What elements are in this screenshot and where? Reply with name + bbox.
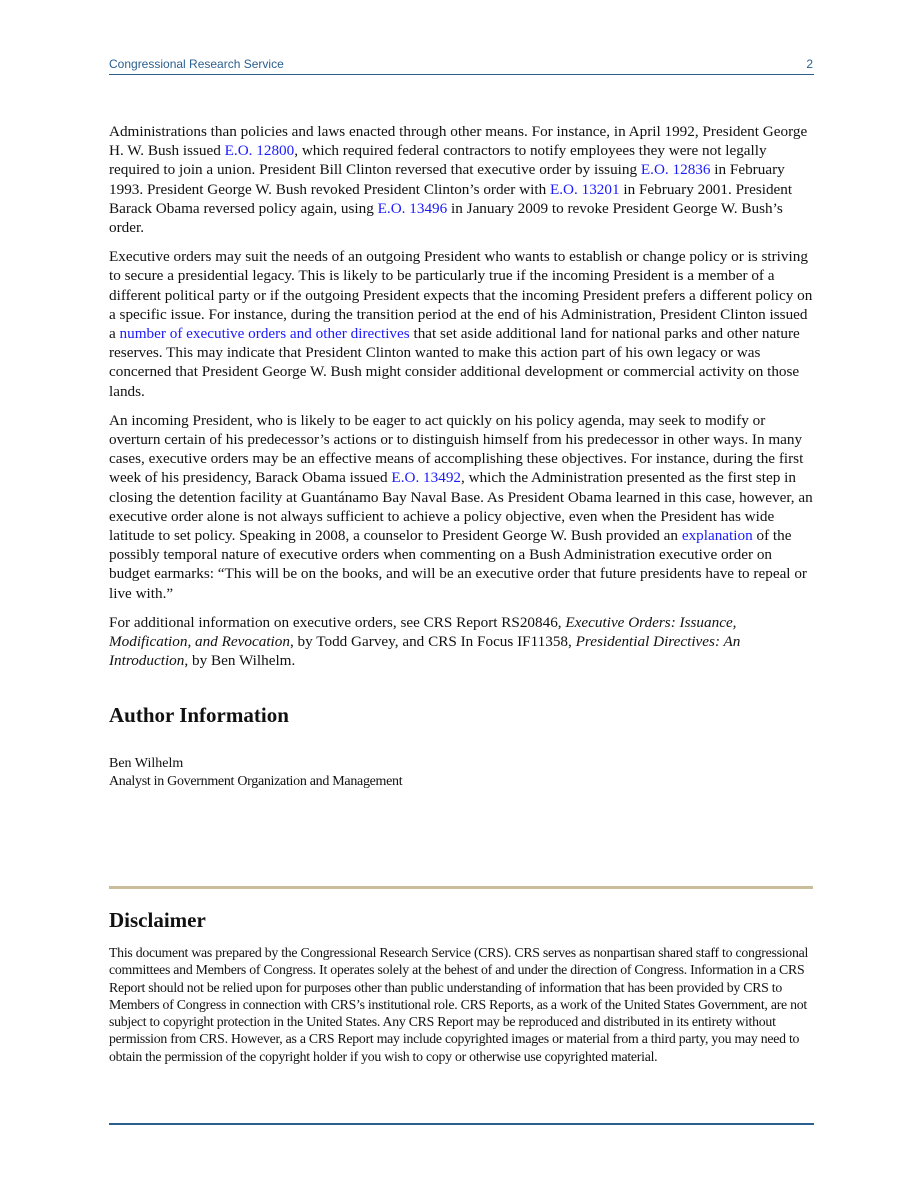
eo-13492-link[interactable]: E.O. 13492 [391, 469, 462, 487]
paragraph-4 [109, 613, 814, 671]
paragraph-2 [109, 247, 814, 401]
text-span: of the possibly temporal nature of executive orders when commenting on a Bush Administration executive order on budget earmarks: “This will be on the books, and will be an executive order that future presidents have to repeal or live with.” [109, 527, 807, 602]
disclaimer-text: This document was prepared by the Congressional Research Service (CRS). CRS serves as nonpartisan shared staff to congressional committees and Members of Congress. It operates solely at the behest of and under the direction of Congress. Information in a CRS Report should not be relied upon for purposes other than public understanding of information that has been provided by CRS to Members of Congress in connection with CRS’s institutional role. CRS Reports, as a work of the United States Government, are not subject to copyright protection in the United States. Any CRS Report may be reproduced and distributed in its entirety without permission from CRS. However, as a CRS Report may include copyrighted images or material from a third party, you may need to obtain the permission of the copyright holder if you wish to copy or otherwise use copyrighted material. [109, 945, 809, 1064]
body-text [109, 122, 814, 680]
eo-12836-link[interactable]: E.O. 12836 [640, 161, 711, 179]
paragraph-3 [109, 411, 814, 603]
report-title-italic: Presidential Directives: An Introduction [109, 633, 741, 670]
text-span: , which required federal contractors to notify employees they were not legally required to join a union. President Bill Clinton reversed that executive order by issuing [109, 142, 767, 179]
eo-12800-link[interactable]: E.O. 12800 [224, 142, 295, 160]
text-span: that set aside additional land for national parks and other nature reserves. This may indicate that President Clinton wanted to make this action part of his own legacy or was concerned that President George W. Bush might consider additional development or commercial activity on those lands. [109, 325, 800, 400]
text-span: , by Todd Garvey, and CRS In Focus IF11358, [289, 633, 576, 651]
author-heading: Author Information [109, 703, 289, 727]
text-span: For additional information on executive orders, see CRS Report RS20846, [109, 613, 566, 631]
text-span: in February 2001. President Barack Obama reversed policy again, using [109, 180, 793, 217]
text-span: in January 2009 to revoke President George W. Bush’s order. [109, 199, 783, 237]
text-span: Executive orders may suit the needs of an outgoing President who wants to establish or change policy or is striving to secure a presidential legacy. This is likely to be particularly true if the incoming President is a member of a different political party or if the outgoing President expects that the incoming President prefers a different policy on a specific issue. For instance, during the transition period at the end of his Administration, President Clinton issued a [109, 248, 813, 343]
author-name: Ben Wilhelm [109, 756, 184, 771]
text-span: in February 1993. President George W. Bush revoked President Clinton’s order with [109, 161, 785, 198]
executive-orders-directives-link[interactable]: number of executive orders and other directives [119, 325, 410, 343]
eo-13201-link[interactable]: E.O. 13201 [549, 180, 620, 198]
header-title: Congressional Research Service [109, 57, 284, 71]
page-number: 2 [806, 57, 813, 71]
text-span: An incoming President, who is likely to be eager to act quickly on his policy agenda, may seek to modify or overturn certain of his predecessor’s actions or to distinguish himself from his predecessor in other ways. In many cases, executive orders may be an effective means of accomplishing these objectives. For instance, during the first week of his presidency, Barack Obama issued [109, 411, 804, 487]
disclaimer-heading: Disclaimer [109, 908, 206, 932]
text-span: Administrations than policies and laws enacted through other means. For instance, in April 1992, President George H. W. Bush issued [109, 123, 808, 160]
page-header [109, 56, 814, 75]
eo-13496-link[interactable]: E.O. 13496 [377, 199, 448, 217]
text-span: , which the Administration presented as the first step in closing the detention facility at Guantánamo Bay Naval Base. As President Obama learned in this case, however, an executive order alone is not always sufficient to achieve a policy objective, even when the President has wide latitude to set policy. Speaking in 2008, a counselor to President George W. Bush provided an [109, 469, 813, 545]
report-title-italic: Executive Orders: Issuance, Modification, and Revocation [109, 613, 737, 651]
footer-divider [109, 1123, 814, 1125]
text-span: , by Ben Wilhelm. [184, 652, 296, 670]
paragraph-1 [109, 122, 814, 237]
author-title: Analyst in Government Organization and Management [109, 774, 403, 789]
section-divider [109, 886, 813, 889]
explanation-link[interactable]: explanation [681, 527, 753, 545]
